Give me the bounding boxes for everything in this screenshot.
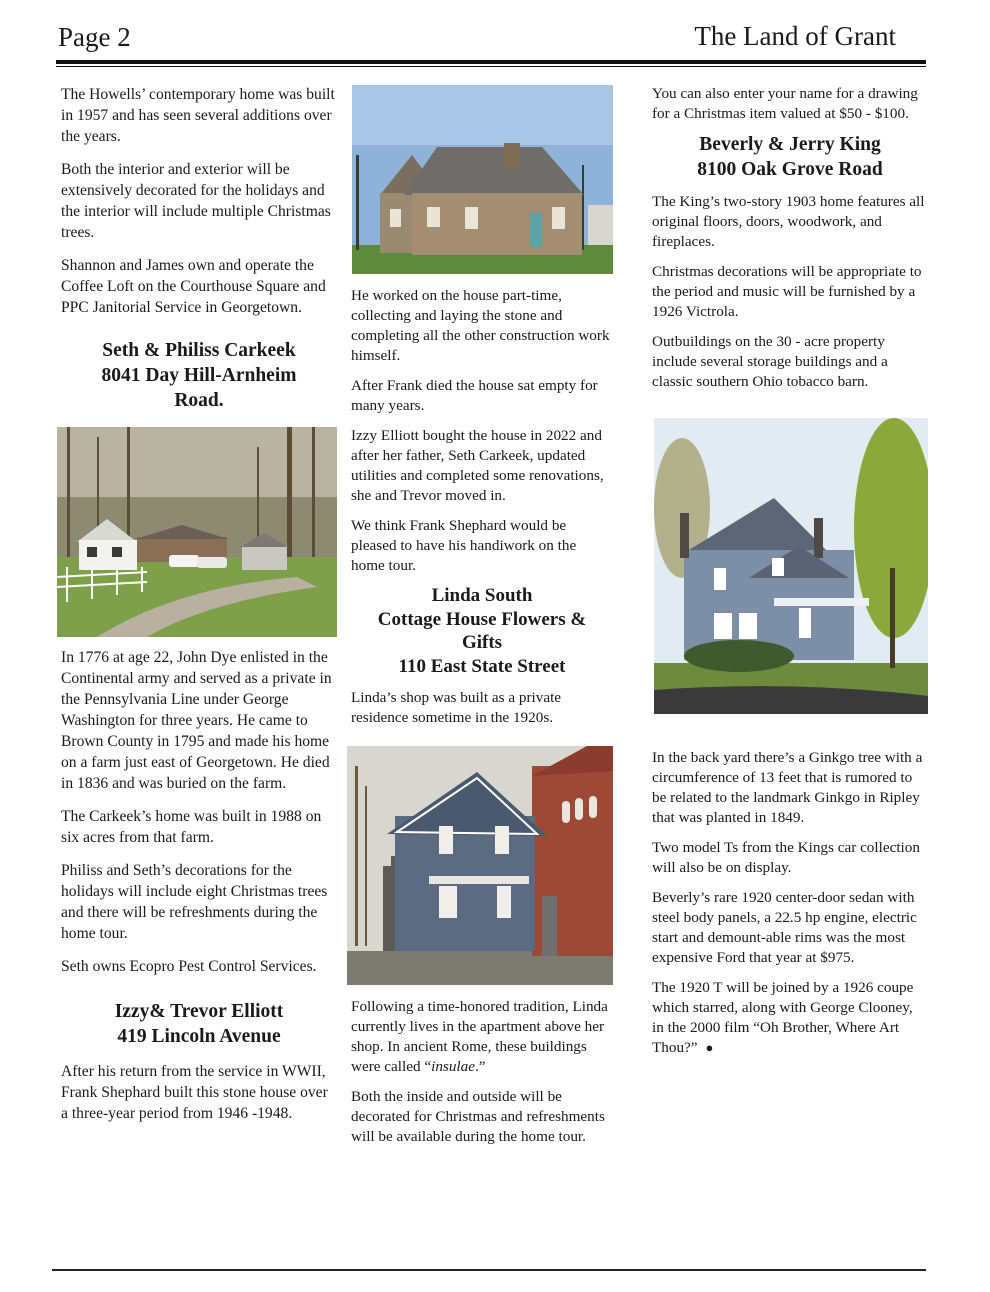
- end-of-story-mark: ●: [705, 1040, 714, 1055]
- page-header: [56, 18, 926, 58]
- king-names: Beverly & Jerry King: [699, 134, 881, 155]
- drawing-paragraph: You can also enter your name for a drawing for a Christmas item valued at $50 - $100.: [652, 85, 918, 122]
- elliott-paragraph-4: Izzy Elliott bought the house in 2022 and after her father, Seth Carkeek, updated utilities and completed some renovations, she and Trevor moved in.: [351, 427, 604, 504]
- south-paragraph-3: Both the inside and outside will be decorated for Christmas and refreshments will be available during the home tour.: [351, 1088, 605, 1145]
- carkeek-address: 8041 Day Hill-Arnheim Road.: [101, 365, 297, 411]
- header-rule-thick: [56, 60, 926, 64]
- south-name: Linda South: [431, 585, 533, 606]
- carkeek-paragraph-3: Philiss and Seth’s decorations for the holidays will include eight Christmas trees and there will be refreshments during the home tour.: [61, 862, 328, 942]
- king-address: 8100 Oak Grove Road: [697, 159, 883, 180]
- south-address: 110 East State Street: [398, 655, 566, 677]
- elliott-paragraph-2: He worked on the house part-time, collecting and laying the stone and completing all the other construction work himself.: [351, 287, 610, 364]
- king-paragraph-1: The King’s two-story 1903 home features all original floors, doors, woodwork, and fireplaces.: [652, 193, 925, 250]
- howell-paragraph-2: Both the interior and exterior will be extensively decorated for the holidays and the interior will include multiple Christmas trees.: [61, 161, 331, 241]
- south-paragraph-2-text: Following a time-honored tradition, Linda currently lives in the apartment above her shop. In ancient Rome, these buildings were called “: [351, 998, 608, 1075]
- carkeek-house-photo: [57, 427, 337, 637]
- king-heading: [652, 132, 928, 182]
- king-paragraph-4: In the back yard there’s a Ginkgo tree with a circumference of 13 feet that is rumored to be related to the landmark Ginkgo in Ripley that was planted in 1849.: [652, 749, 923, 826]
- carkeek-paragraph-1: In 1776 at age 22, John Dye enlisted in the Continental army and served as a private in the Pennsylvania Line under George Washington for three years. He came to Brown County in 1795 and made his home on a farm just east of Georgetown. He died in 1836 and was buried on the farm.: [61, 649, 332, 792]
- king-paragraph-5: Two model Ts from the Kings car collection will also be on display.: [652, 839, 920, 876]
- king-paragraph-2: Christmas decorations will be appropriate to the period and music will be furnished by a 1926 Victrola.: [652, 263, 922, 320]
- carkeek-paragraph-4: Seth owns Ecopro Pest Control Services.: [61, 958, 317, 975]
- king-house-photo: [654, 418, 928, 714]
- south-paragraph-2: [351, 997, 613, 1077]
- south-cottage-house-photo: [347, 746, 613, 985]
- elliott-paragraph-1: After his return from the service in WWII, Frank Shephard built this stone house over a three-year period from 1946 -1948.: [61, 1063, 328, 1122]
- column-middle: [347, 84, 613, 1157]
- page-number: Page 2: [58, 22, 131, 52]
- elliott-names: Izzy& Trevor Elliott: [114, 1001, 284, 1022]
- elliott-address: 419 Lincoln Avenue: [117, 1026, 281, 1047]
- publication-title: The Land of Grant: [694, 21, 896, 51]
- king-paragraph-3: Outbuildings on the 30 - acre property include several storage buildings and a classic southern Ohio tobacco barn.: [652, 333, 888, 390]
- king-paragraph-6: Beverly’s rare 1920 center-door sedan with steel body panels, a 22.5 hp engine, electric start and demount-able rims was the most expensive Ford that year at $975.: [652, 889, 917, 966]
- header-rule-thin: [56, 66, 926, 67]
- column-right: [652, 84, 928, 1068]
- elliott-paragraph-5: We think Frank Shephard would be pleased to have his handiwork on the home tour.: [351, 517, 577, 574]
- howell-paragraph-3: Shannon and James own and operate the Coffee Loft on the Courthouse Square and PPC Janitorial Service in Georgetown.: [61, 257, 326, 316]
- king-paragraph-7-text: The 1920 T will be joined by a 1926 coupe which starred, along with George Clooney, in the 2000 film “Oh Brother, Where Art Thou?”: [652, 979, 914, 1056]
- south-business: Cottage House Flowers & Gifts: [377, 608, 587, 653]
- carkeek-names: Seth & Philiss Carkeek: [102, 340, 296, 361]
- king-paragraph-7: [652, 978, 928, 1058]
- howell-paragraph-1: The Howells’ contemporary home was built in 1957 and has seen several additions over the years.: [61, 86, 335, 145]
- footer-rule: [52, 1269, 926, 1271]
- elliott-heading: [61, 999, 337, 1049]
- south-paragraph-2-end: .”: [474, 1058, 486, 1075]
- south-heading: [351, 584, 613, 678]
- south-paragraph-1: Linda’s shop was built as a private residence sometime in the 1920s.: [351, 689, 562, 726]
- carkeek-heading: [61, 338, 337, 413]
- column-left: [61, 84, 337, 1136]
- elliott-paragraph-3: After Frank died the house sat empty for many years.: [351, 377, 598, 414]
- elliott-stone-house-photo: [352, 85, 613, 274]
- carkeek-paragraph-2: The Carkeek’s home was built in 1988 on six acres from that farm.: [61, 808, 322, 846]
- insulae-term: insulae: [431, 1058, 475, 1075]
